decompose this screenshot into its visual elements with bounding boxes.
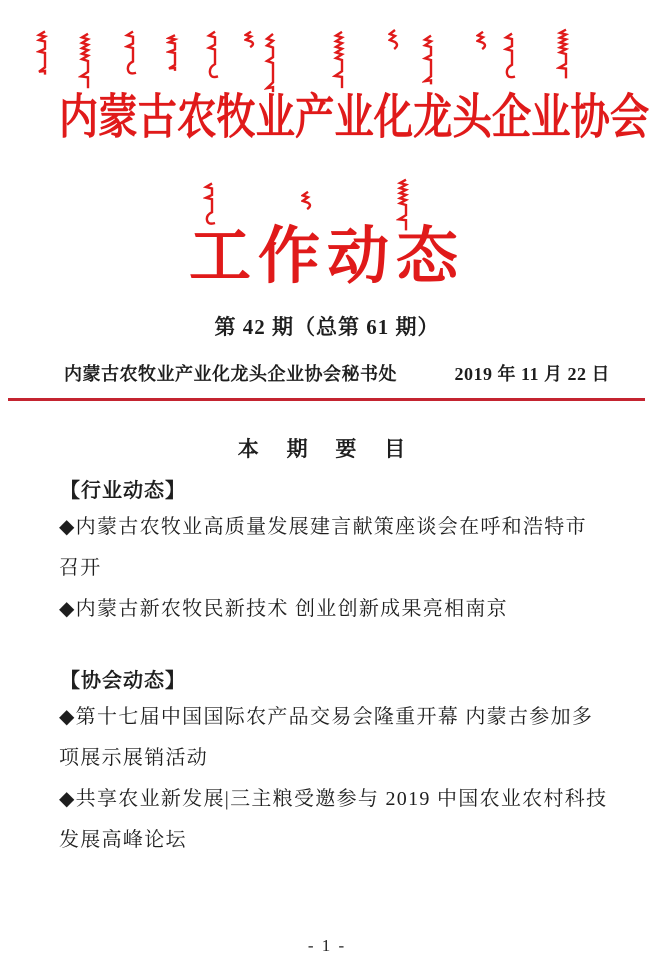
bulletin-title: 工作动态 xyxy=(188,223,465,291)
toc-item-line: 项展示展销活动 xyxy=(59,747,209,769)
section-title-industry: 【行业动态】 xyxy=(60,480,186,502)
page-number: - 1 - xyxy=(307,936,347,955)
publisher-row xyxy=(0,360,654,386)
organization-title: 内蒙古农牧业产业化龙头企业协会 xyxy=(58,91,650,144)
section-title-association: 【协会动态】 xyxy=(60,670,186,692)
mongolian-script-top-decoration xyxy=(0,26,654,98)
issue-number: 第 42 期（总第 61 期） xyxy=(214,315,440,339)
toc-item-line: ◆内蒙古农牧业高质量发展建言献策座谈会在呼和浩特市 xyxy=(59,516,587,538)
contents-heading: 本 期 要 目 xyxy=(237,438,417,461)
toc-item-line: 发展高峰论坛 xyxy=(59,829,187,851)
publish-date: 2019 年 11 月 22 日 xyxy=(454,364,610,384)
toc-item-line: ◆内蒙古新农牧民新技术 创业创新成果亮相南京 xyxy=(59,598,508,620)
toc-item-line: ◆共享农业新发展|三主粮受邀参与 2019 中国农业农村科技 xyxy=(59,788,608,810)
publisher-name: 内蒙古农牧业产业化龙头企业协会秘书处 xyxy=(64,364,397,384)
red-divider-rule xyxy=(8,398,645,401)
toc-item-line: 召开 xyxy=(59,557,102,579)
toc-item-line: ◆第十七届中国国际农产品交易会隆重开幕 内蒙古参加多 xyxy=(59,706,594,728)
